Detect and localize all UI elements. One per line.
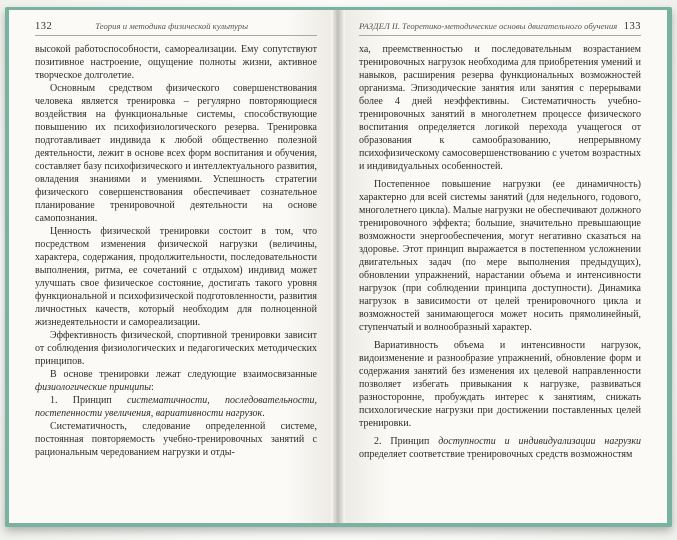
book-gutter (331, 10, 345, 523)
paragraph: ха, преемственностью и последовательным возрастанием тренировочных нагрузок необходима для приобретения умений и навыков, расширения резерва функциональных возможностей организма. Эпизодические занятия или занятия с перерывами более 4 дней неэффективны. Систематичность учебно-тренировочных занятий в многолетнем процессе физического воспитания определяется логикой перехода учащегося от образования к самообразованию, непрерывному психофизическому самосовершенствованию с учетом возрастных и индивидуальных особенностей. (359, 44, 641, 172)
paragraph: 2. Принцип доступности и индивидуализации нагрузки определяет соответствие тренировочных средств возможностям (359, 436, 641, 460)
book-spread (9, 10, 667, 523)
paragraph: Систематичность, следование определенной системе, постоянная повторяемость учебно-тренировочных занятий с рациональным чередованием нагрузки и отды- (35, 421, 317, 458)
running-title-left: Теория и методика физической культуры (95, 21, 249, 31)
paragraph: Эффективность физической, спортивной тренировки зависит от соблюдения физиологических и педагогических методических принципов. (35, 330, 317, 367)
running-head-right (359, 21, 641, 36)
paragraph: Ценность физической тренировки состоит в том, что посредством изменения физической нагрузки (величины, характера, содержания, продолжительности, последовательности выполнения, ритма, ее сочетаний с отдыхом) индивид может улучшать свое физическое состояние, достигать такого уровня функциональной и психофизической подготовленности, развития личностных качеств, который необходим для полноценной жизнедеятельности и самореализации. (35, 226, 317, 328)
page-right (345, 10, 667, 523)
running-title-right: РАЗДЕЛ II. Теоретико-методические основы двигательного обучения (359, 21, 618, 31)
paragraph: Постепенное повышение нагрузки (ее динамичность) характерно для всей системы занятий (для недельного, годового, многолетнего цикла). Малые нагрузки не обеспечивают должного тренировочного эффекта; большие, значительно превышающие возможности энергообеспечения, могут негативно сказаться на здоровье. Этот принцип выражается в постепенном усложнении двигательных задач (по мере выполнения предыдущих), обновлении упражнений, нарастании объема и интенсивности нагрузок (при соблюдении принципа доступности). Динамика нагрузок в зависимости от целей тренировочного цикла и возможностей занимающегося может носить прямолинейный, ступенчатый и волнообразный характер. (359, 179, 641, 333)
page-left (9, 10, 331, 523)
paragraph: Вариативность объема и интенсивности нагрузок, видоизменение и разнообразие упражнений, обновление форм и содержания занятий без изменения их целевой направленности позволяет избегать привыкания к нагрузке, развиваться разносторонне, пробуждать интерес к занятиям, снижать психологические нагрузки при достижении поставленных целей тренировки. (359, 340, 641, 429)
paragraph: Основным средством физического совершенствования человека является тренировка – регулярно повторяющиеся воздействия на функциональные системы, способствующие повышению их психофизиологического резерва. Тренировка подготавливает индивида к любой общественно полезной деятельности, лежит в основе всех форм воспитания и обучения, составляет базу психофизического и интеллектуального развития, овладения знаниями и умениями. Успешность стратегии физического совершенствования обеспечивает сознательное планирование тренировочной деятельности на основе самопознания. (35, 83, 317, 224)
paragraph: высокой работоспособности, самореализации. Ему сопутствуют позитивное настроение, ощущение полноты жизни, активное творческое долголетие. (35, 44, 317, 81)
running-head-left (35, 21, 317, 36)
page-body-right (359, 43, 641, 461)
page-number-left: 132 (35, 21, 53, 32)
page-body-left (35, 43, 317, 459)
paragraph: В основе тренировки лежат следующие взаимосвязанные физиологические принципы: (35, 369, 317, 393)
page-number-right: 133 (623, 21, 641, 32)
paragraph: 1. Принцип систематичности, последовательности, постепенности увеличения, вариативности нагрузок. (35, 395, 318, 419)
